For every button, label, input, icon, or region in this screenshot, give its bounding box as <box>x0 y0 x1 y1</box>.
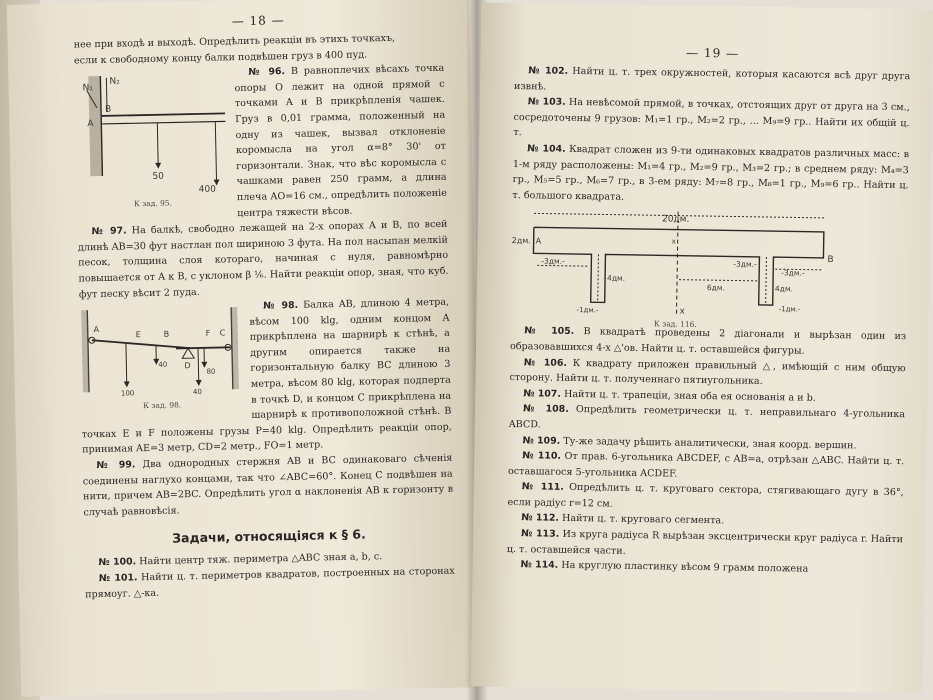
fig98-label-80: 80 <box>206 367 216 376</box>
problem-104-number: № 104. <box>527 143 566 155</box>
fig98-label-40a: 40 <box>158 360 168 369</box>
problem-113-text: Из круга радіуса R вырѣзан эксцентрически круг радіуса r. Найти ц. т. оставшейся части. <box>506 528 904 557</box>
fig116-label-3c: -3дм.- <box>781 268 805 278</box>
problem-104-text: Квадрат сложен из 9-ти одинаковых квадратов различных масс: в 1-м ряду расположены: M₁=4 гр., M₂=9 гр., M₃=2 гр.; в среднем ряду: M₄=3 гр., M₅=5 гр., M₆=7 гр., в 3-ем ряду: M₇=8 гр., M₈=1 гр., M₉=6 гр.. Найти ц. т. большого квадрата. <box>512 143 910 203</box>
figure-98 <box>79 303 243 410</box>
problem-114-text: На круглую пластинку вѣсом 9 грамм положена <box>561 560 809 575</box>
fig116-label-4b: 4дм. <box>774 284 794 294</box>
continued-text-line-1: нее при входѣ и выходѣ. Опредѣлить реакціи въ этихъ точкахъ, <box>73 32 396 51</box>
fig95-label-n2: N₂ <box>109 76 120 87</box>
problem-110-number: № 110. <box>522 450 562 462</box>
right-page <box>471 2 933 693</box>
figure-116-caption: К зад. 116. <box>653 319 697 330</box>
figure-98-drawing <box>79 303 243 398</box>
problem-107-text: Найти ц. т. трапеціи, зная оба ея основанія a и b. <box>563 388 816 404</box>
fig98-label-a: A <box>93 325 100 335</box>
problem-104 <box>512 141 909 210</box>
section-title: Задачи, относящіяся к § 6. <box>172 526 366 546</box>
problem-105-text: В квадратѣ проведены 2 діагонали и вырѣзан один из образовавшихся 4-х △'ов. Найти ц. т. оставшейся фигуры. <box>509 326 907 357</box>
fig116-label-b: B <box>827 255 834 266</box>
fig116-label-4a: 4дм. <box>607 273 626 284</box>
fig116-label-20: 20дм. <box>661 214 690 226</box>
problem-106-number: № 106. <box>523 356 568 369</box>
problem-106-text: К квадрату приложен правильный △, имѣющій с ним общую сторону. Найти ц. т. полученнаго пятиугольника. <box>509 357 906 388</box>
continued-text-line-2: если к свободному концу балки подвѣшен груз в 400 пуд. <box>73 48 368 67</box>
problem-108-number: № 108. <box>522 403 569 416</box>
problem-103 <box>513 94 910 147</box>
problem-97-number: № 97. <box>91 225 127 238</box>
page-number-right: — 19 — <box>686 45 740 61</box>
fig116-label-x1: x <box>679 306 685 318</box>
problem-108-text: Опредѣлить геометрически ц. т. неправильнаго 4-угольника ABCD. <box>508 404 906 431</box>
problem-99 <box>82 451 453 521</box>
problem-105-number: № 105. <box>524 325 575 338</box>
problem-103-text: На невѣсомой прямой, в точках, отстоящих друг от друга на 3 см., сосредоточены 9 грузов: M₁=1 гр., M₂=2 гр., ... M₉=9 гр.. Найти их общій ц. т. <box>513 97 910 139</box>
fig116-label-3a: -3дм.- <box>541 256 565 267</box>
page-number-left: — 18 — <box>231 13 285 29</box>
problem-98-number: № 98. <box>263 299 299 312</box>
problem-109-text: Ту-же задачу рѣшить аналитически, зная коорд. вершин. <box>563 435 857 451</box>
fig98-label-40b: 40 <box>192 388 202 397</box>
figure-98-caption: К зад. 98. <box>143 400 182 411</box>
problem-111-text: Опредѣлить ц. т. круговаго сектора, стягивающаго дугу в 36°, если радіус r=12 см. <box>507 482 904 510</box>
problem-100-text: Найти центр тяж. периметра △ABC зная a, b, c. <box>139 551 383 568</box>
problem-102-number: № 102. <box>528 65 569 77</box>
fig116-label-6: 6дм. <box>706 283 726 293</box>
fig98-label-d: D <box>184 361 191 371</box>
problem-101-number: № 101. <box>98 572 138 585</box>
fig116-label-1b: -1дм.- <box>778 305 801 314</box>
problem-97-text: На балкѣ, свободно лежащей на 2-х опорах A и B, по всей длинѣ AB=30 фут настлан пол шириною 3 фута. На пол насыпан мелкій песок, толщина слоя котораго, начиная с нуля, равномѣрно повышается от A к B, с уклоном β ⅙. Найти реакціи опор, зная, что куб. фут песку вѣсит 2 пуда. <box>77 218 449 300</box>
fig116-label-1a: -1дм.- <box>576 306 599 315</box>
fig95-label-50: 50 <box>152 171 164 183</box>
problem-101 <box>85 564 456 603</box>
problem-103-number: № 103. <box>527 96 566 109</box>
problem-114-number: № 114. <box>520 559 559 572</box>
problem-110-text: От прав. 6-угольника ABCDEF, с AB=a, отрѣзан △ABC. Найти ц. т. оставшагося 5-угольника ACDEF. <box>507 450 905 480</box>
problem-102-text: Найти ц. т. трех окружностей, которыя касаются всѣ друг друга извнѣ. <box>514 65 911 93</box>
problem-101-text: Найти ц. т. периметров квадратов, построенных на сторонах прямоуг. △-ка. <box>85 565 455 600</box>
fig98-label-c: C <box>219 328 226 338</box>
problem-96-text: В равноплечих вѣсахъ точка опоры O лежит на одной прямой с точками A и B прикрѣпленія чашек. Груз в 0,01 грамма, положенный на одну из чашек, вызвал отклоненіе коромысла на угол α=8° 30' от горизонтали. Знак, что вѣс коромысла с чашками равен 250 грамм, а длина плеча AO=16 см., опредѣлить положеніе центра тяжести вѣсов. <box>234 62 447 219</box>
fig116-label-3b: -3дм.- <box>733 259 757 270</box>
problem-111-number: № 111. <box>521 481 564 494</box>
fig95-label-b: B <box>104 104 112 116</box>
fig116-label-x2: x <box>671 237 676 246</box>
left-page <box>7 0 483 697</box>
figure-95-caption: К зад. 95. <box>133 198 173 209</box>
problem-112-text: Найти ц. т. круговаго сегмента. <box>561 513 725 527</box>
fig98-label-e: E <box>135 330 141 340</box>
problem-107-number: № 107. <box>523 387 562 400</box>
problem-113-number: № 113. <box>520 528 560 540</box>
problem-98-text: Балка AB, длиною 4 метра, вѣсом 100 klg, одним концом A прикрѣплена на шарнирѣ к стѣнѣ, а другим опирается также на горизонтальную балку BC длиною 3 метра, вѣсом 80 klg, которая подперта в точкѣ D, и концом C прикрѣплена на шарнирѣ к противоположной стѣнѣ. В точках E и F положены грузы P=40 klg. Опредѣлить реакціи опор, принимая AE=3 метр, CD=2 метр., FO=1 метр. <box>81 296 452 456</box>
fig95-label-a: A <box>87 119 94 130</box>
problem-109-number: № 109. <box>522 434 561 447</box>
fig98-label-f: F <box>205 328 211 338</box>
figure-95 <box>74 66 229 209</box>
problem-112-number: № 112. <box>521 512 560 525</box>
figure-116 <box>510 207 842 328</box>
problem-97 <box>77 217 449 303</box>
problem-99-text: Два однородных стержня AB и BC одинаковаго сѣченія соединены наглухо концами, так что ∠ABC=60°. Конец C подвѣшен на нити, причем AB=2BC. Опредѣлить угол α наклоненія AB к горизонту в случаѣ равновѣсія. <box>82 452 454 519</box>
fig98-label-100: 100 <box>120 389 135 398</box>
fig98-label-b: B <box>163 329 170 339</box>
problem-96-number: № 96. <box>248 66 286 79</box>
problem-100-number: № 100. <box>98 556 137 569</box>
figure-95-drawing <box>74 66 229 197</box>
fig116-label-2: 2дм. <box>511 236 531 246</box>
fig95-label-400: 400 <box>198 184 217 196</box>
problem-99-number: № 99. <box>96 459 136 472</box>
fig116-label-a: A <box>535 236 542 246</box>
figure-116-drawing <box>511 207 843 318</box>
fig95-label-n1: N₁ <box>82 83 94 94</box>
